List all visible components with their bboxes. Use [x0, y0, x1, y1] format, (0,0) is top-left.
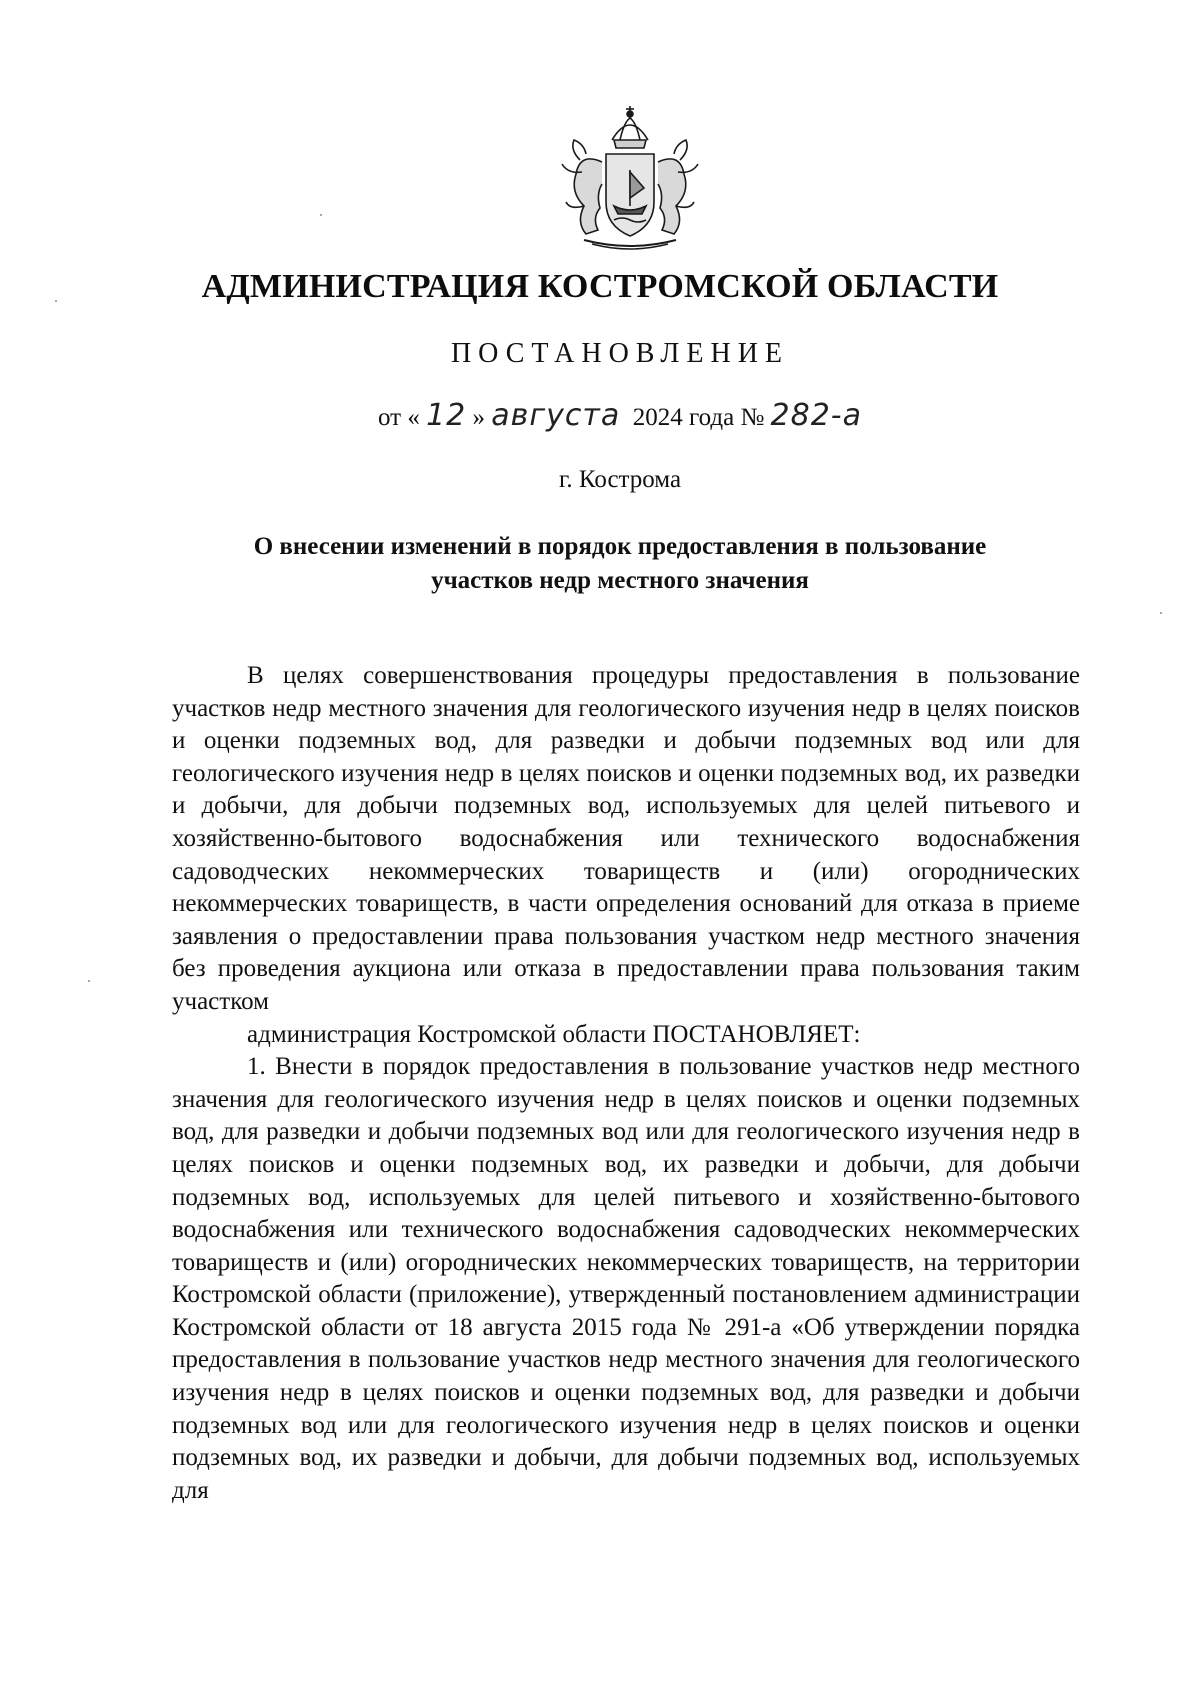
document-title-line-2: участков недр местного значения: [431, 567, 809, 594]
scan-speck: [320, 214, 322, 216]
city: г. Кострома: [558, 466, 682, 493]
scan-speck: [1160, 612, 1162, 614]
scan-speck: [88, 980, 90, 982]
date-year: 2024 года: [632, 404, 735, 431]
paragraph: администрация Костромской области ПОСТАНОВЛЯЕТ:: [247, 1020, 861, 1048]
document-number: 282-а: [770, 398, 863, 433]
scan-speck: [55, 300, 57, 302]
paragraph: 1. Внести в порядок предоставления в пользование участков недр местного значения для геологического изучения недр в целях поисков и оценки подземных вод, для разведки и добычи подземных вод или для геологического изучения недр в целях поисков и оценки подземных вод, их разведки и добычи, для добычи подземных вод, используемых для целей питьевого и хозяйственно-бытового водоснабжения или технического водоснабжения садоводческих некоммерческих товариществ и (или) огороднических некоммерческих товариществ, на территории Костромской области (приложение), утвержденный постановлением администрации Костромской области от 18 августа 2015 года № 291-а «Об утверждении порядка предоставления в пользование участков недр местного значения для геологического изучения недр в целях поисков и оценки подземных вод, для разведки и добычи подземных вод или для геологического изучения недр в целях поисков и оценки подземных вод, их разведки и добычи, для добычи подземных вод, используемых для: [172, 1053, 1080, 1504]
date-day: 12: [426, 398, 467, 433]
document-type: ПОСТАНОВЛЕНИЕ: [450, 338, 790, 369]
date-prefix: от «: [377, 404, 420, 431]
paragraph: В целях совершенствования процедуры предоставления в пользование участков недр местного значения для геологического изучения недр в целях поисков и оценки подземных вод, для разведки и добычи подземных вод или для геологического изучения недр в целях поисков и оценки подземных вод, их разведки и добычи, для добычи подземных вод, используемых для целей питьевого и хозяйственно-бытового водоснабжения или технического водоснабжения садоводческих некоммерческих товариществ и (или) огороднических некоммерческих товариществ, в части определения оснований для отказа в приеме заявления о предоставлении права пользования участком недр местного значения без проведения аукциона или отказа в предоставлении права пользования таким участком: [172, 662, 1080, 1015]
document-title-line-1: О внесении изменений в порядок предоставления в пользование: [253, 533, 987, 560]
date-month: августа: [491, 398, 621, 433]
document-title: [220, 530, 1020, 598]
coat-of-arms-icon: [540, 102, 720, 254]
date-line: [0, 398, 1200, 433]
date-mid: »: [472, 404, 486, 431]
organization-name: АДМИНИСТРАЦИЯ КОСТРОМСКОЙ ОБЛАСТИ: [201, 268, 999, 305]
number-label: №: [740, 404, 765, 431]
document-body: [172, 660, 1080, 1507]
